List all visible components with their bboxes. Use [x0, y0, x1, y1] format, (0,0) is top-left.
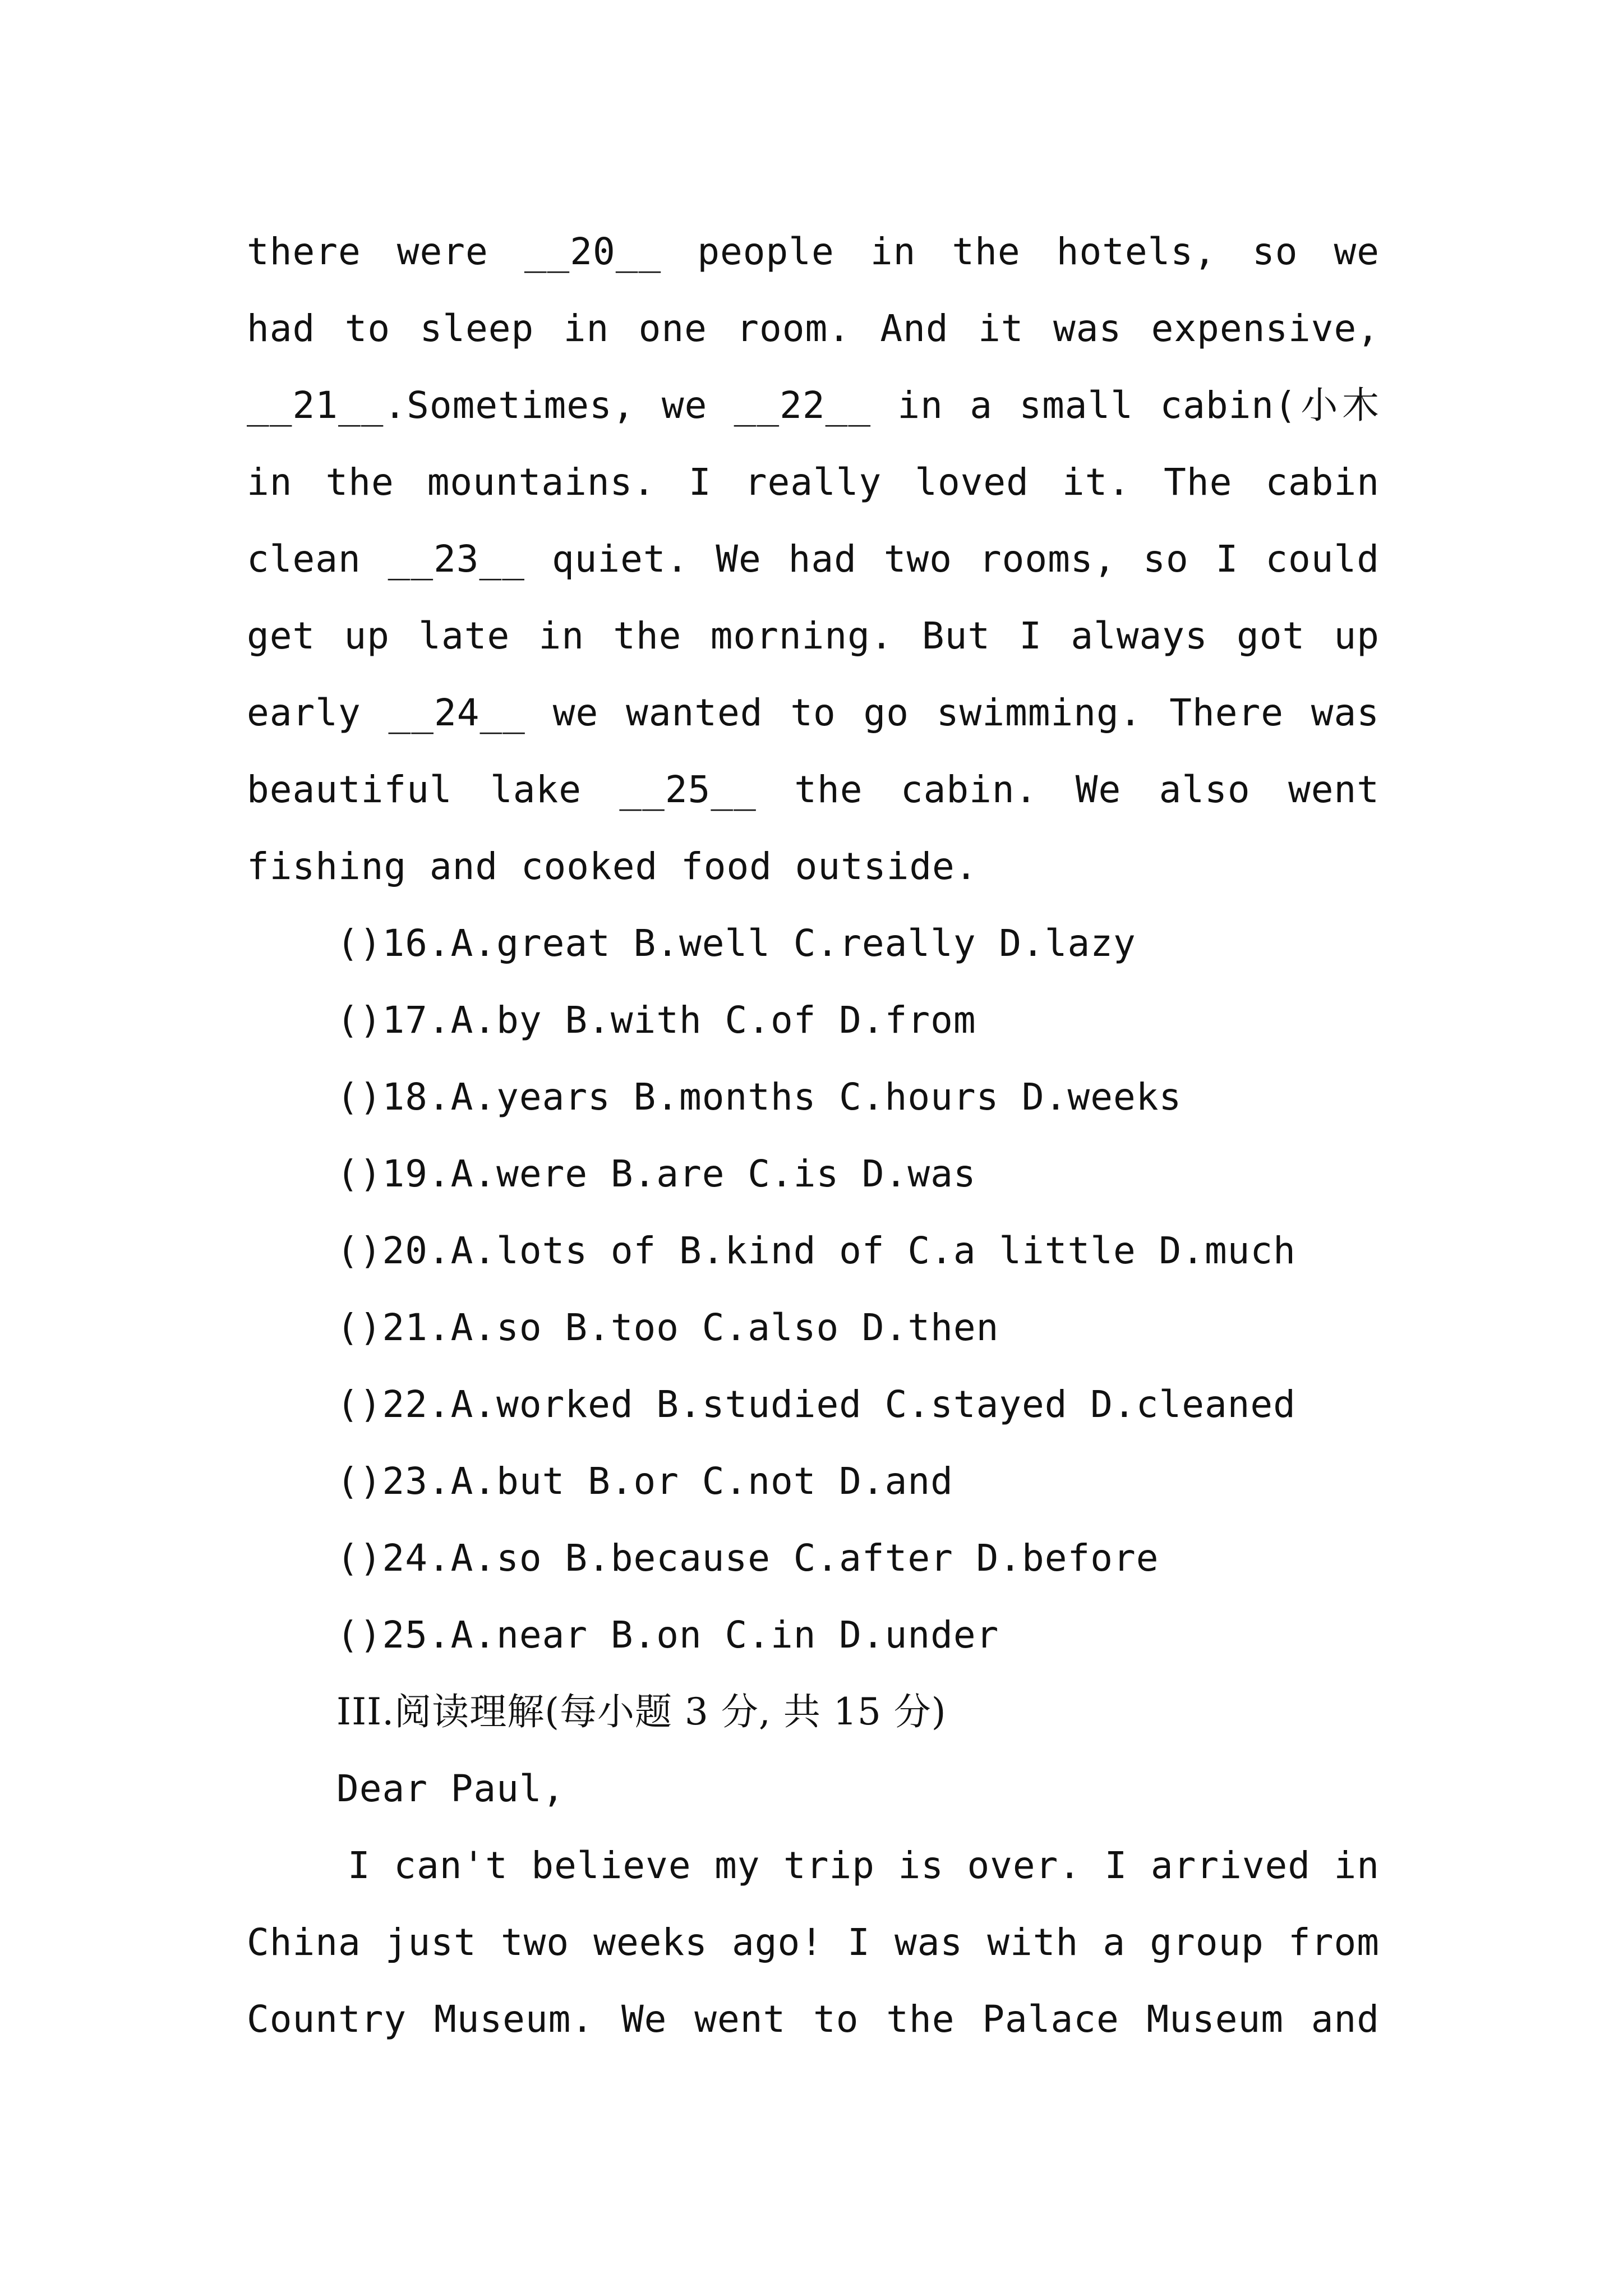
passage-line: there were __20__ people in the hotels, so we [247, 230, 1380, 273]
question-item: ()21.A.so B.too C.also D.then [336, 1306, 999, 1349]
letter-line: I can't believe my trip is over. I arrived in [348, 1844, 1380, 1887]
question-item: ()17.A.by B.with C.of D.from [336, 999, 976, 1042]
passage-line: __21__.Sometimes, we __22__ in a small cabin(小木 [247, 384, 1380, 427]
letter-line: Country Museum. We went to the Palace Museum and [247, 1998, 1380, 2041]
passage-line: early __24__ we wanted to go swimming. There was [247, 691, 1380, 734]
question-item: ()19.A.were B.are C.is D.was [336, 1152, 976, 1195]
passage-line: in the mountains. I really loved it. The cabin [247, 461, 1380, 504]
question-item: ()23.A.but B.or C.not D.and [336, 1460, 953, 1503]
letter-line: China just two weeks ago! I was with a group from [247, 1921, 1380, 1964]
passage-line: had to sleep in one room. And it was expensive, [247, 307, 1380, 350]
document-page [247, 213, 1380, 2058]
question-item: ()25.A.near B.on C.in D.under [336, 1613, 999, 1657]
question-item: ()16.A.great B.well C.really D.lazy [336, 922, 1136, 965]
passage-line: fishing and cooked food outside. [247, 845, 978, 888]
question-item: ()24.A.so B.because C.after D.before [336, 1536, 1159, 1580]
reading-section [247, 1673, 1380, 2058]
letter-greeting: Dear Paul, [336, 1767, 565, 1810]
cloze-passage [247, 213, 1380, 905]
passage-line: beautiful lake __25__ the cabin. We also went [247, 768, 1380, 811]
question-list [247, 905, 1380, 1673]
question-item: ()22.A.worked B.studied C.stayed D.cleaned [336, 1383, 1296, 1426]
passage-line: get up late in the morning. But I always got up [247, 614, 1380, 657]
question-item: ()20.A.lots of B.kind of C.a little D.much [336, 1229, 1296, 1272]
question-item: ()18.A.years B.months C.hours D.weeks [336, 1075, 1182, 1119]
section-heading: III.阅读理解(每小题 3 分, 共 15 分) [336, 1690, 947, 1733]
passage-line: clean __23__ quiet. We had two rooms, so I could [247, 537, 1380, 581]
